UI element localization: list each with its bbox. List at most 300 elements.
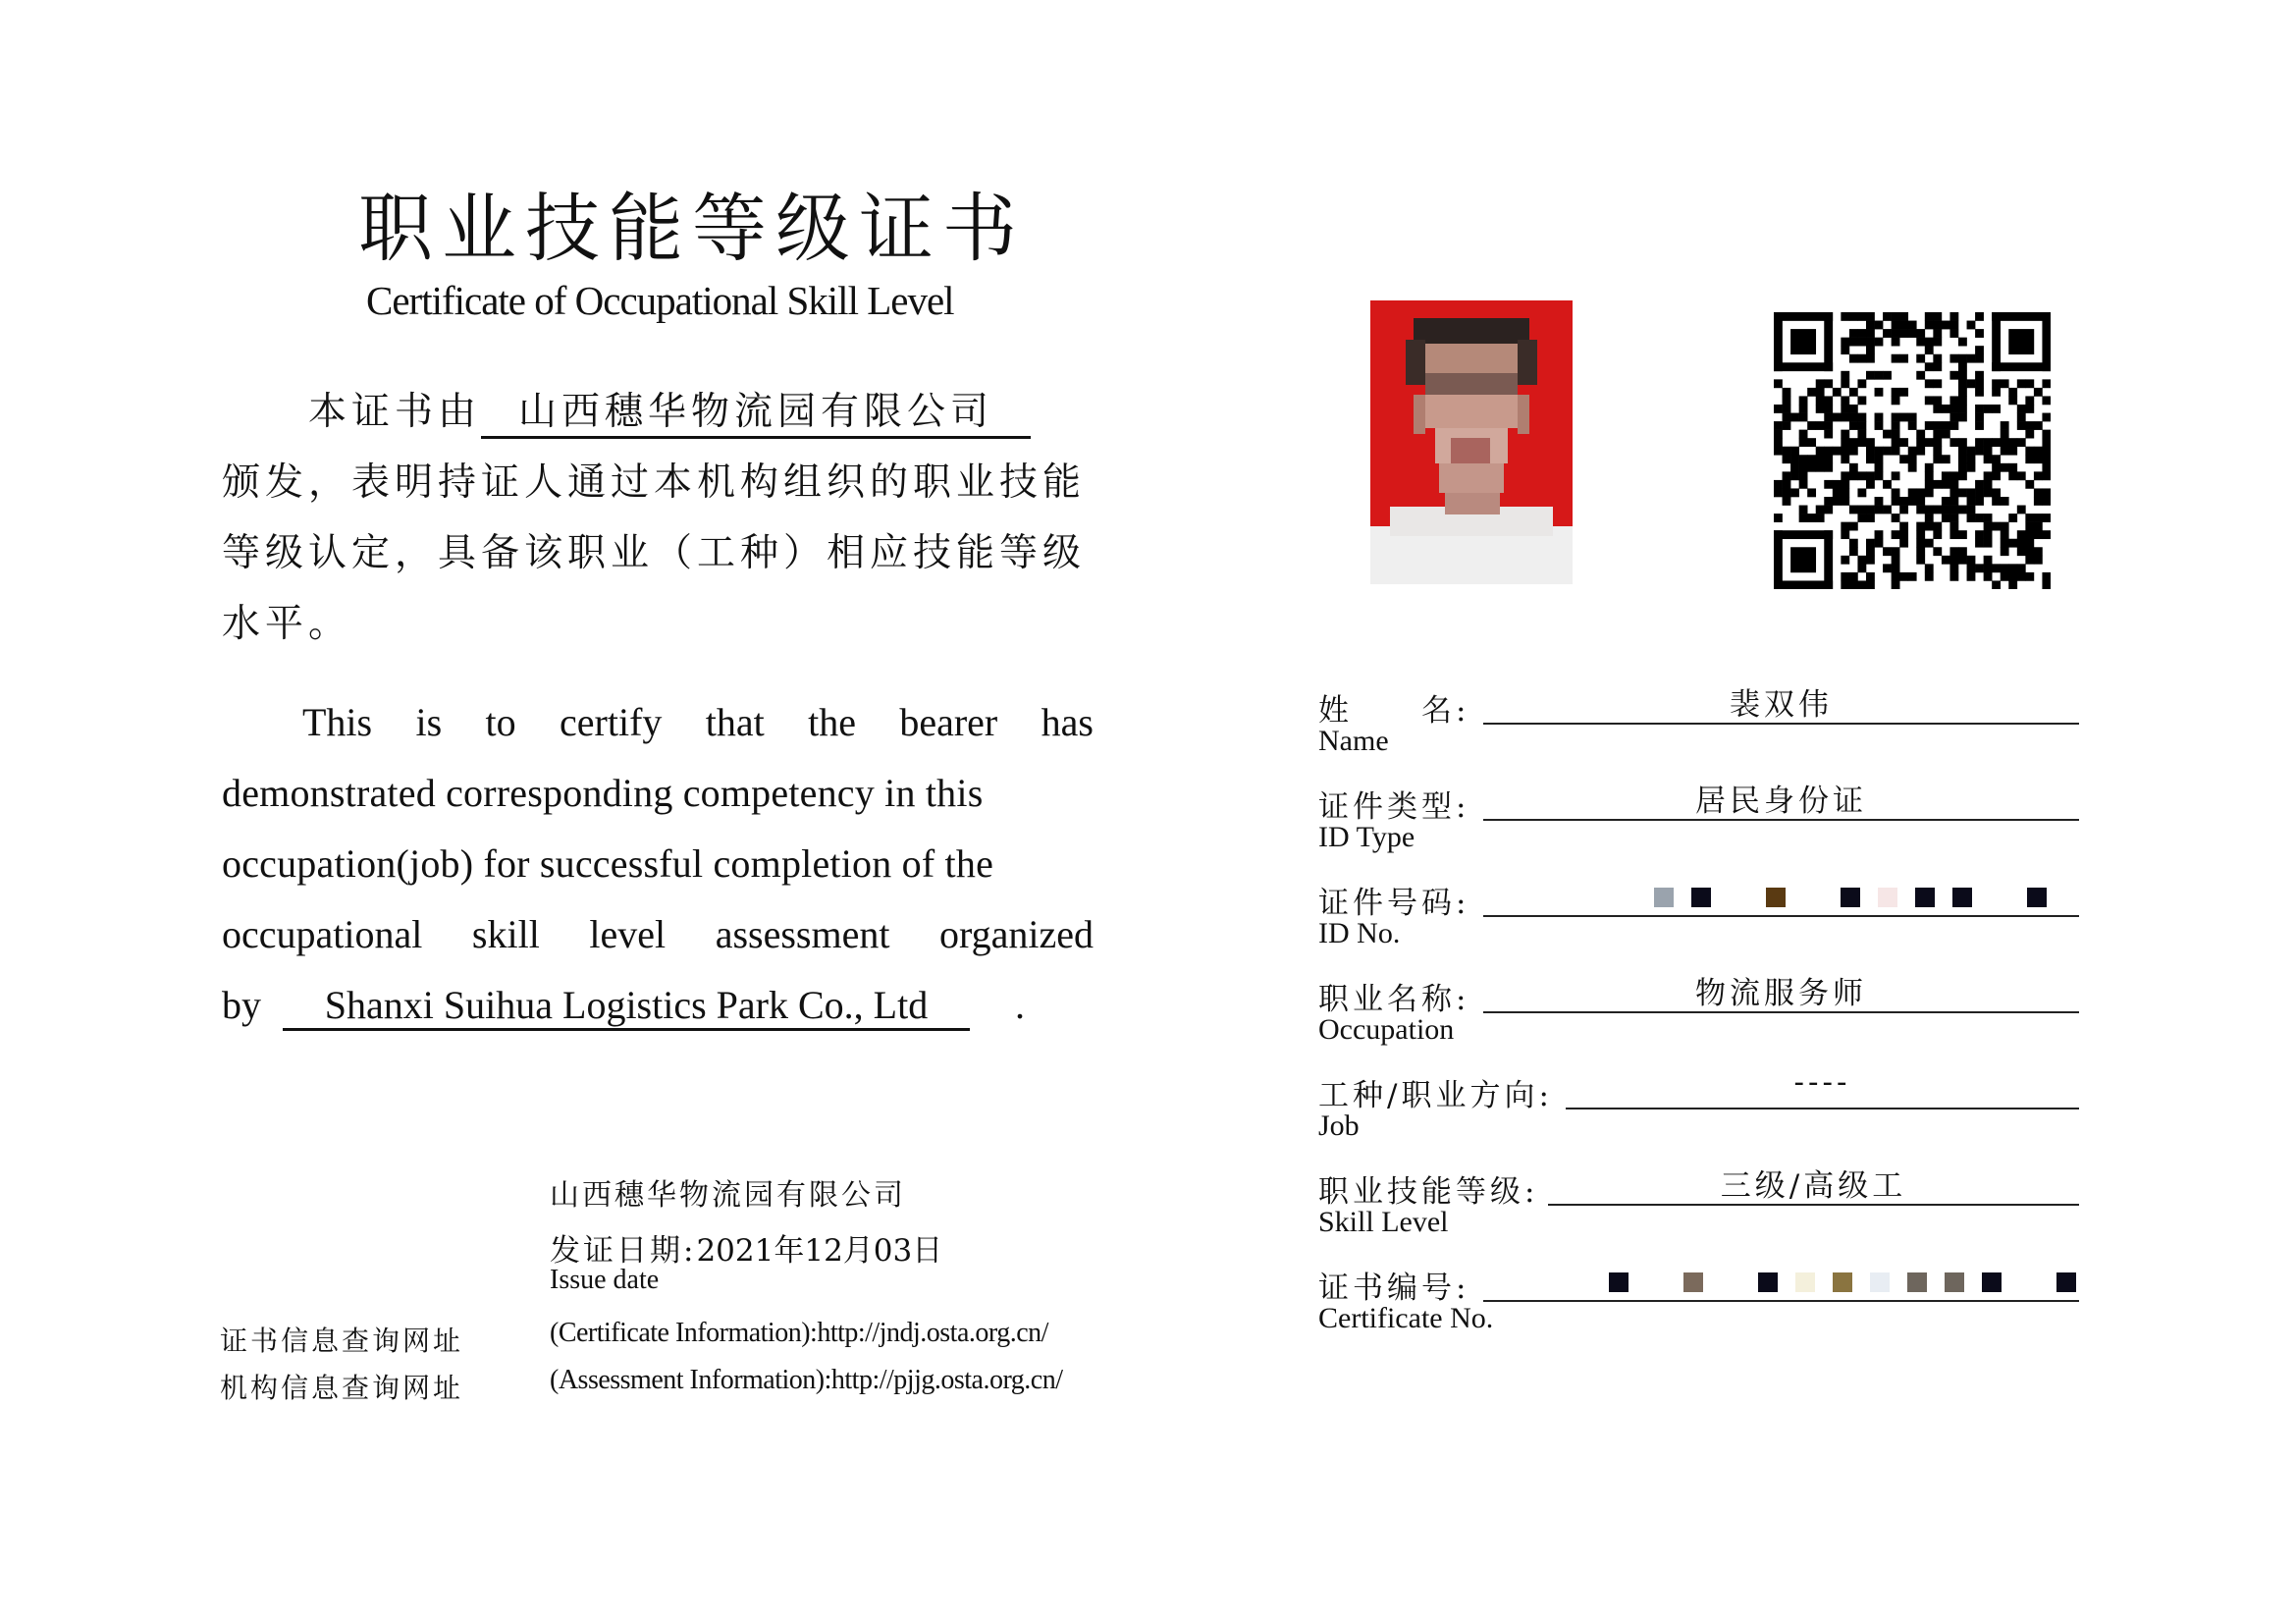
qr-module [2025,480,2034,489]
qr-module [1925,338,1934,347]
qr-module [1883,312,1892,321]
statement-en-line-4 [222,911,1094,957]
qr-module [1975,530,1984,539]
qr-module [1824,463,1833,472]
field-label-en: Certificate No. [1318,1302,1494,1334]
statement-issuer-zh: 山西穗华物流园有限公司 [481,381,1031,439]
statement-zh-line-4: 水平。 [222,602,352,646]
qr-module [1949,514,1958,522]
qr-module [2008,564,2017,572]
qr-module [1849,547,1858,556]
qr-module [1916,522,1925,531]
qr-module [1841,580,1849,589]
qr-module [1807,455,1816,463]
qr-module [1925,572,1934,581]
qr-module [1774,362,1833,371]
qr-module [1949,530,1958,539]
qr-module [1942,405,1950,413]
qr-module [2017,379,2026,388]
qr-module [1975,447,1984,456]
qr-module [1967,514,1976,522]
qr-module [1958,396,1967,405]
qr-module [1875,471,1884,480]
qr-module [1875,413,1884,422]
mosaic-block [1907,1272,1927,1292]
qr-module [1892,488,1900,497]
field-label-zh: 证件类型: [1318,789,1470,825]
qr-module [1992,522,2001,531]
statement-en-line-1-word: has [1041,700,1094,744]
qr-module [1892,321,1900,330]
qr-module [1783,447,1791,456]
qr-module [1841,346,1849,354]
qr-module [1933,354,1942,363]
qr-module [1942,455,1950,463]
statement-en-line-3: occupation(job) for successful completion of the [222,841,994,886]
qr-module [1975,480,1984,489]
qr-module [1875,338,1884,347]
qr-module [1883,329,1892,338]
qr-module [2034,547,2043,556]
qr-module [1949,488,1958,497]
qr-module [1816,447,1825,456]
qr-module [1933,312,1942,321]
qr-module [1975,354,1984,363]
mosaic-block [1952,888,1972,907]
qr-module [2017,539,2026,548]
statement-en-line-4-word: occupational [222,912,423,956]
mosaic-block [1841,888,1860,907]
qr-module [1883,480,1892,489]
qr-module [1841,430,1849,439]
qr-module [2008,438,2017,447]
qr-module [1908,329,1917,338]
qr-module [2001,564,2009,572]
mosaic-block [1803,888,1823,907]
qr-module [2042,455,2051,463]
qr-module [1875,530,1884,539]
qr-module [1949,438,1958,447]
qr-module [1975,514,1984,522]
qr-module [1892,447,1900,456]
qr-module [1824,447,1833,456]
qr-module [2025,405,2034,413]
qr-module [1925,522,1934,531]
qr-module [1841,556,1849,565]
qr-module [2025,514,2034,522]
qr-module [1841,312,1849,321]
field-label-en: Occupation [1318,1013,1455,1046]
qr-module [1841,455,1849,463]
field-underline [1483,915,2079,917]
qr-module [1992,312,2001,371]
qr-module [1967,321,1976,330]
field-row [1318,1064,2079,1164]
qr-module [1892,354,1900,363]
qr-module [1958,388,1967,397]
qr-module [1984,471,1993,480]
qr-module [1925,362,1934,371]
qr-module [2034,447,2043,456]
qr-module [1916,497,1925,506]
qr-module [1925,346,1934,354]
qr-module [1790,329,1816,354]
qr-module [1933,405,1942,413]
qr-module [1892,556,1900,565]
qr-module [1908,321,1917,330]
qr-module [2042,396,2051,405]
qr-module [1925,514,1934,522]
certificate-title-zh: 职业技能等级证书 [358,185,1026,272]
qr-module [1958,455,1967,463]
qr-module [1949,506,1958,514]
qr-module [1933,547,1942,556]
qr-module [2001,572,2009,581]
qr-module [1883,547,1892,556]
qr-module [1949,405,1958,413]
qr-module [1933,362,1942,371]
qr-module [1875,506,1884,514]
mosaic-block [1915,888,1935,907]
qr-module [1833,447,1842,456]
qr-module [2042,530,2051,539]
statement-en-line-4-word: level [589,912,667,956]
qr-module [1899,329,1908,338]
qr-module [1857,379,1866,388]
statement-en-line-1-word: bearer [899,700,998,744]
qr-module [1824,497,1833,506]
qr-module [2042,572,2051,581]
certificate-title-en: Certificate of Occupational Skill Level [366,278,954,323]
qr-module [1933,455,1942,463]
qr-module [1849,447,1858,456]
qr-module [1908,421,1917,430]
qr-module [2017,405,2026,413]
qr-module [1892,514,1900,522]
qr-module [1908,488,1917,497]
qr-module [1866,547,1875,556]
qr-module [1949,497,1958,506]
qr-module [1942,556,1950,565]
qr-module [1799,430,1808,439]
qr-module [1866,556,1875,565]
qr-module [2042,379,2051,388]
qr-module [1916,354,1925,363]
qr-module [1790,547,1816,572]
statement-zh-line-3: 等级认定，具备该职业（工种）相应技能等级 [222,531,1087,575]
field-row [1318,974,2079,1068]
qr-module [1892,329,1900,338]
qr-module [2017,421,2026,430]
qr-module [2034,530,2043,539]
qr-module [1892,564,1900,572]
statement-en-line-4-word: assessment [715,912,890,956]
qr-module [1925,506,1934,514]
qr-module [1949,471,1958,480]
qr-module [1933,522,1942,531]
qr-module [1892,530,1900,539]
qr-module [1892,580,1900,589]
qr-module [1992,564,2001,572]
qr-module [1841,405,1849,413]
qr-module [1967,506,1976,514]
qr-module [1857,506,1866,514]
qr-module [1892,421,1900,430]
qr-module [1807,421,1816,430]
qr-module [1899,497,1908,506]
field-label-zh: 证件号码: [1318,886,1470,921]
qr-module [1899,413,1908,422]
qr-module [1933,396,1942,405]
field-value: 物流服务师 [1695,976,1867,1011]
qr-module [1824,506,1833,514]
qr-module [1824,379,1833,388]
qr-module [1849,580,1858,589]
qr-module [1949,556,1958,565]
qr-module [2025,455,2034,463]
qr-module [1899,572,1908,581]
qr-module [1857,354,1866,363]
qr-module [1857,438,1866,447]
qr-module [1975,564,1984,572]
qr-module [1949,572,1958,581]
qr-module [1849,471,1858,480]
qr-module [1774,430,1783,439]
qr-module [1958,354,1967,363]
qr-module [1866,438,1875,447]
qr-module [1958,530,1967,539]
qr-module [2017,572,2026,581]
mosaic-block [1795,1272,1815,1292]
qr-module [1883,447,1892,456]
certificate-query-label: 证书信息查询网址 [220,1325,464,1357]
qr-module [2008,388,2017,397]
field-value: 三级/高级工 [1720,1168,1907,1204]
qr-module [1799,471,1808,480]
field-label-zh: 职业技能等级: [1318,1174,1539,1210]
qr-module [2034,522,2043,531]
qr-module [1833,413,1842,422]
qr-module [1816,396,1825,405]
qr-module [2025,522,2034,531]
certificate-query-link[interactable]: (Certificate Information):http://jndj.osta.org.cn/ [550,1318,1048,1348]
qr-module [1790,455,1799,463]
qr-module [1967,447,1976,456]
field-label-zh: 职业名称: [1318,982,1470,1017]
statement-en-line-5 [222,982,1095,1031]
qr-module [1799,455,1808,463]
qr-module [2034,556,2043,565]
qr-module [1841,572,1849,581]
qr-module [1783,471,1791,480]
qr-module [1841,338,1849,347]
qr-module [1967,455,1976,463]
qr-module [1849,338,1858,347]
qr-module [1975,329,1984,338]
qr-module [1984,438,1993,447]
qr-module [1866,312,1875,321]
qr-module [2042,463,2051,472]
issue-date-value: 2021年12月03日 [696,1233,943,1269]
qr-module [1916,547,1925,556]
qr-module [1875,455,1884,463]
qr-module [1949,354,1958,363]
issue-date [550,1225,942,1270]
qr-module [1984,480,1993,489]
qr-module [1992,471,2001,480]
qr-module [1916,430,1925,439]
qr-module [1875,388,1884,397]
qr-module [2008,580,2017,589]
qr-module [2025,379,2034,388]
qr-module [1992,497,2001,506]
qr-module [2025,572,2034,581]
qr-module [1892,497,1900,506]
qr-module [1958,405,1967,413]
qr-module [1841,488,1849,497]
qr-module [1984,405,1993,413]
assessment-query-link[interactable]: (Assessment Information):http://pjjg.osta.org.cn/ [550,1365,1063,1395]
qr-module [1933,480,1942,489]
qr-module [1949,413,1958,422]
qr-module [1857,430,1866,439]
field-underline [1566,1108,2079,1109]
qr-module [1824,480,1833,489]
qr-module [1975,438,1984,447]
qr-module [1933,447,1942,456]
qr-module [2025,530,2034,539]
qr-module [1824,396,1833,405]
qr-module [1942,514,1950,522]
qr-module [1883,430,1892,439]
qr-module [2017,413,2026,422]
qr-module [1949,522,1958,531]
qr-module [1866,338,1875,347]
mosaic-block [2027,888,2047,907]
qr-module [2042,430,2051,439]
qr-module [1783,405,1791,413]
qr-module [1933,530,1942,539]
qr-module [1816,506,1825,514]
mosaic-block [2019,1272,2039,1292]
qr-module [1975,379,1984,388]
qr-module [1916,447,1925,456]
qr-module [1916,530,1925,539]
qr-module [1849,572,1858,581]
qr-module [2008,447,2017,456]
qr-module [2017,564,2026,572]
qr-module [1841,379,1849,388]
qr-module [1992,405,2001,413]
qr-module [1857,564,1866,572]
qr-module [2042,413,2051,422]
qr-module [1933,379,1942,388]
statement-issuer-en: Shanxi Suihua Logistics Park Co., Ltd [283,982,970,1031]
qr-module [1799,396,1808,405]
qr-module [1958,463,1967,472]
qr-module [1841,497,1849,506]
qr-module [1899,522,1908,531]
qr-module [2042,580,2051,589]
qr-module [2025,447,2034,456]
qr-module [1916,506,1925,514]
mosaic-block [1609,1272,1629,1292]
qr-module [1790,447,1799,456]
qr-module [2001,539,2009,548]
qr-module [1799,413,1808,422]
qr-module [2042,488,2051,497]
qr-module [1975,405,1984,413]
statement-zh-line-2: 颁发，表明持证人通过本机构组织的职业技能 [222,460,1087,505]
qr-module [1958,362,1967,371]
qr-module [1783,480,1791,489]
qr-module [1790,488,1799,497]
field-label-zh: 姓 名: [1318,693,1470,729]
qr-module [1958,556,1967,565]
qr-module [1866,321,1875,330]
qr-module [1933,506,1942,514]
qr-module [1774,514,1783,522]
qr-module [2001,438,2009,447]
qr-module [2017,547,2026,556]
qr-module [1958,338,1967,347]
qr-module [1866,471,1875,480]
verification-qr-code[interactable] [1774,312,2051,589]
qr-module [1849,354,1858,363]
qr-module [1799,514,1808,522]
qr-module [1866,506,1875,514]
qr-module [1984,447,1993,456]
qr-module [1807,514,1816,522]
qr-module [2034,488,2043,497]
qr-module [1799,506,1808,514]
statement-en-line-1-word: is [415,700,443,744]
qr-module [2042,312,2051,371]
qr-module [1849,329,1858,338]
qr-module [1833,480,1842,489]
qr-module [1925,312,1934,321]
qr-module [1875,421,1884,430]
qr-module [1841,480,1849,489]
qr-module [1958,547,1967,556]
qr-module [1824,312,1833,371]
qr-module [1925,321,1934,330]
field-label-en: ID No. [1318,917,1401,949]
mosaic-block [1654,888,1674,907]
qr-module [1933,421,1942,430]
mosaic-block [1870,1272,1890,1292]
qr-module [1984,530,1993,539]
assessment-query-label: 机构信息查询网址 [220,1372,464,1404]
qr-module [1992,438,2001,447]
qr-module [1774,530,1833,539]
statement-prefix: 本证书由 [308,390,482,434]
qr-module [2042,438,2051,447]
qr-module [1967,572,1976,581]
field-label-zh: 工种/职业方向: [1318,1078,1553,1113]
qr-module [1933,321,1942,330]
qr-module [1949,564,1958,572]
field-label-en: ID Type [1318,821,1415,853]
qr-module [2025,539,2034,548]
qr-module [1984,556,1993,565]
qr-module [1899,312,1908,321]
qr-module [1857,396,1866,405]
redacted-value-mosaic [1603,1272,2100,1292]
qr-module [1892,338,1900,347]
field-row [1318,685,2079,780]
qr-module [1958,488,1967,497]
